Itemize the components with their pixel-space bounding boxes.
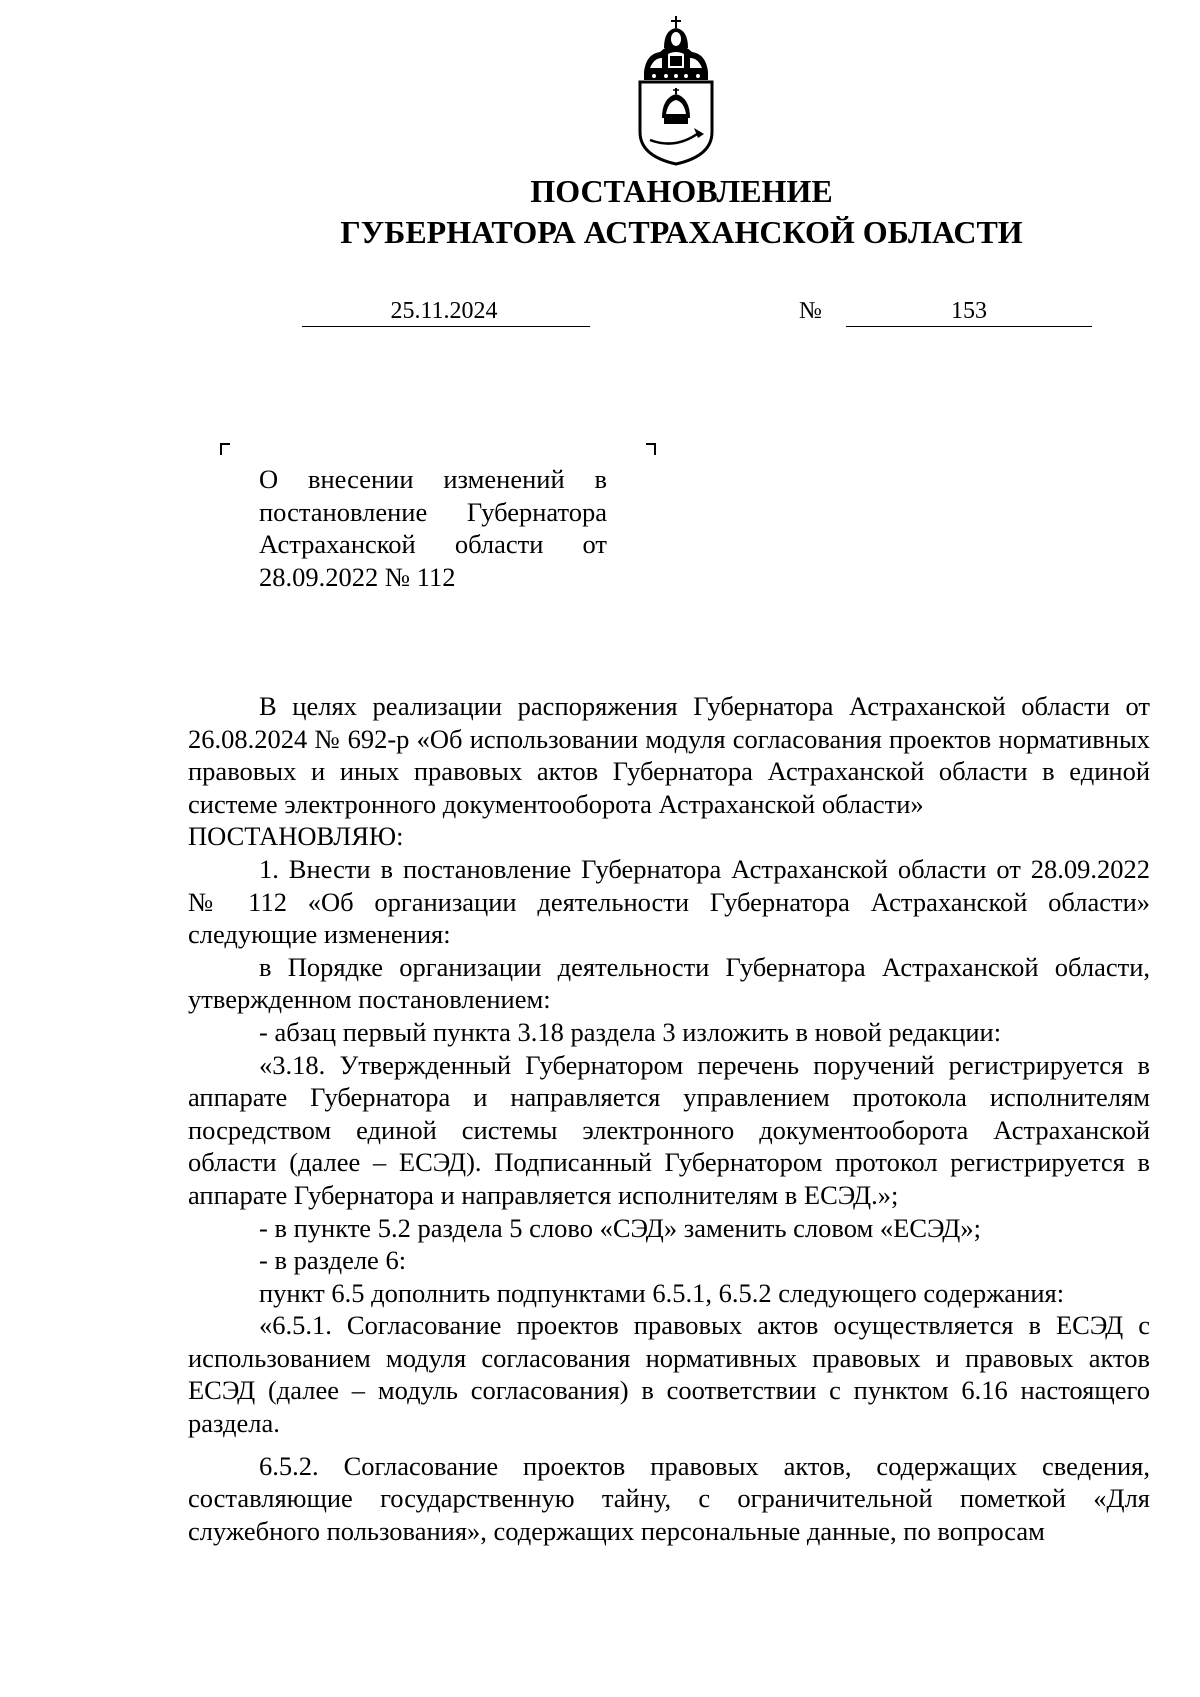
document-body <box>188 690 1150 1547</box>
body-paragraph-3: - абзац первый пункта 3.18 раздела 3 изложить в новой редакции: <box>259 1016 1002 1047</box>
issuing-authority: ГУБЕРНАТОРА АСТРАХАНСКОЙ ОБЛАСТИ <box>340 214 1023 250</box>
number-sign: № <box>799 298 822 324</box>
body-paragraph-8: «6.5.1. Согласование проектов правовых актов осуществляется в ЕСЭД с использованием модуля согласования нормативных правовых и правовых актов ЕСЭД (далее – модуль согласования) в соответствии с пунктом 6.16 настоящего раздела. <box>188 1310 1150 1439</box>
body-paragraph-1: 1. Внести в постановление Губернатора Астраханской области от 28.09.2022 № 112 «Об организации деятельности Губернатора Астраханской области» следующие изменения: <box>188 853 1150 950</box>
preamble-paragraph: В целях реализации распоряжения Губернатора Астраханской области от 26.08.2024 № 692-р «Об использовании модуля согласования проектов нормативных правовых и иных правовых актов Губернатора Астраханской области в единой системе электронного документооборота Астраханской области» <box>188 691 1150 819</box>
document-title: ПОСТАНОВЛЕНИЕ <box>530 173 833 209</box>
document-subject: О внесении изменений в постановление Губернатора Астраханской области от 28.09.2022 № 112 <box>259 464 607 592</box>
body-paragraph-2: в Порядке организации деятельности Губернатора Астраханской области, утвержденном постановлением: <box>188 951 1150 1015</box>
document-date: 25.11.2024 <box>390 298 498 324</box>
document-date-field <box>302 296 590 327</box>
subject-bracket-left <box>220 443 230 455</box>
body-paragraph-6: - в разделе 6: <box>259 1245 407 1276</box>
body-paragraph-4: «3.18. Утвержденный Губернатором перечень поручений регистрируется в аппарате Губернатора и направляется управлением протокола исполнителям посредством единой системы электронного документооборота Астраханской области (далее – ЕСЭД). Подписанный Губернатором протокол регистрируется в аппарате Губернатора и направляется исполнителям в ЕСЭД.»; <box>188 1049 1150 1210</box>
body-paragraph-7: пункт 6.5 дополнить подпунктами 6.5.1, 6.5.2 следующего содержания: <box>259 1277 1065 1308</box>
decree-heading: ПОСТАНОВЛЯЮ: <box>188 821 404 852</box>
subject-bracket-right <box>646 443 656 455</box>
body-paragraph-5: - в пункте 5.2 раздела 5 слово «СЭД» заменить словом «ЕСЭД»; <box>259 1212 981 1243</box>
document-number: 153 <box>846 296 1092 327</box>
astrakhan-coat-of-arms-icon <box>636 14 716 166</box>
body-paragraph-9: 6.5.2. Согласование проектов правовых актов, содержащих сведения, составляющие государственную тайну, с ограничительной пометкой «Для служебного пользования», содержащих персональные данные, по вопросам <box>188 1450 1150 1546</box>
